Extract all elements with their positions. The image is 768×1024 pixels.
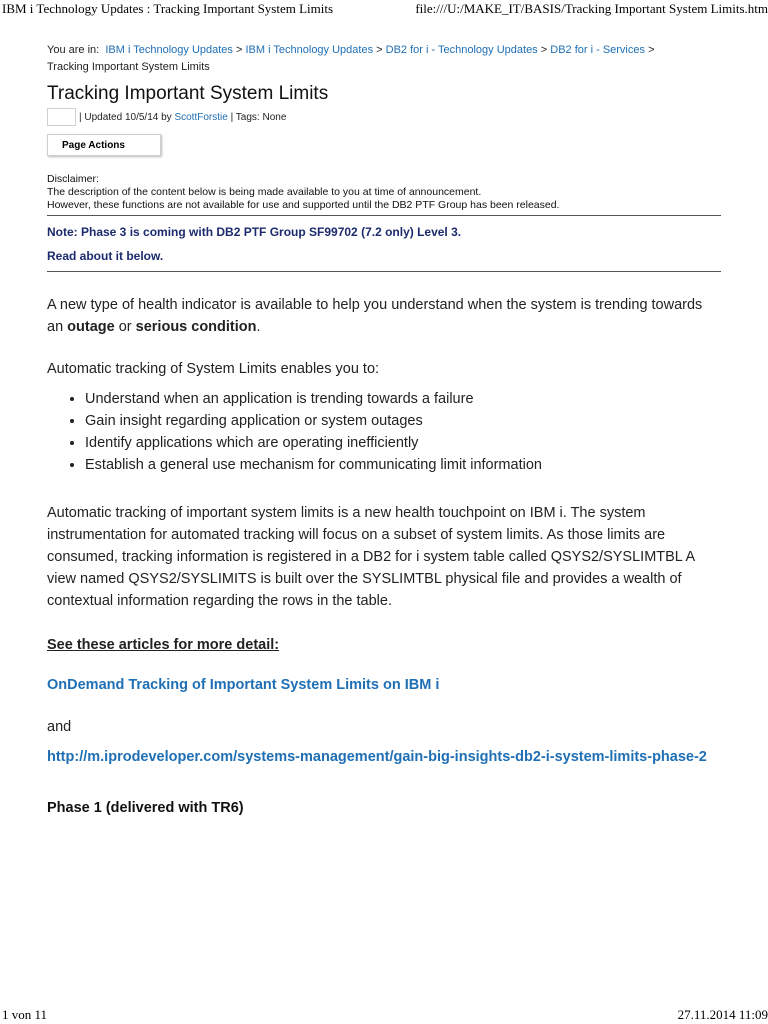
note-line-1: Note: Phase 3 is coming with DB2 PTF Group SF99702 (7.2 only) Level 3. <box>47 225 462 239</box>
article-link-ondemand[interactable]: OnDemand Tracking of Important System Limits on IBM i <box>47 677 440 693</box>
tracking-intro: Automatic tracking of System Limits enables you to: <box>47 361 380 377</box>
disclaimer-line-1: The description of the content below is being made available to you at time of announcement. <box>47 186 482 198</box>
divider-top <box>47 215 721 216</box>
breadcrumb <box>47 42 721 76</box>
print-header-title: IBM i Technology Updates : Tracking Important System Limits <box>2 1 334 16</box>
intro-outage: outage <box>67 319 115 335</box>
list-item: • Understand when an application is trending towards a failure <box>85 388 721 410</box>
breadcrumb-link-1[interactable]: IBM i Technology Updates <box>105 44 233 56</box>
breadcrumb-link-3[interactable]: DB2 for i - Technology Updates <box>385 44 538 56</box>
main-paragraph: Automatic tracking of important system limits is a new health touchpoint on IBM i. The system instrumentation for automated tracking will focus on a subset of system limits. As those limits are consumed, tracking information is registered in a DB2 for i system table called QSYS2/SYSLIMTBL A view named QSYS2/SYSLIMITS is built over the SYSLIMTBL physical file and provides a wealth of contextual information regarding the rows in the table. <box>47 505 695 609</box>
print-header <box>0 1 768 17</box>
intro-text: A new type of health indicator is available to help you understand when the system is trending towards an <box>47 297 703 335</box>
breadcrumb-current: Tracking Important System Limits <box>47 61 210 73</box>
and-text: and <box>47 719 72 735</box>
disclaimer <box>47 173 721 212</box>
breadcrumb-separator: > <box>648 44 655 56</box>
breadcrumb-link-4[interactable]: DB2 for i - Services <box>550 44 645 56</box>
page-actions-button[interactable]: Page Actions <box>47 134 161 156</box>
article-link-iprodeveloper[interactable]: http://m.iprodeveloper.com/systems-management/gain-big-insights-db2-i-system-limits-phase-2 <box>47 749 707 765</box>
disclaimer-heading: Disclaimer: <box>47 173 99 185</box>
breadcrumb-separator: > <box>540 44 548 56</box>
note-line-2: Read about it below. <box>47 249 164 263</box>
intro-end: . <box>256 319 261 335</box>
breadcrumb-link-2[interactable]: IBM i Technology Updates <box>245 44 374 56</box>
avatar <box>47 108 76 126</box>
page-title: Tracking Important System Limits <box>47 83 329 104</box>
intro-serious: serious condition <box>135 319 257 335</box>
meta-tags: | Tags: None <box>230 111 287 123</box>
meta-updated: | Updated 10/5/14 by <box>79 111 172 123</box>
breadcrumb-separator: > <box>235 44 243 56</box>
list-item: • Identify applications which are operating inefficiently <box>85 432 721 454</box>
bullet-list <box>47 388 721 476</box>
page-content <box>47 42 721 819</box>
print-timestamp: 27.11.2014 11:09 <box>677 1007 768 1022</box>
list-item: • Gain insight regarding application or system outages <box>85 410 721 432</box>
breadcrumb-prefix: You are in: <box>47 44 100 56</box>
list-item: • Establish a general use mechanism for communicating limit information <box>85 454 721 476</box>
breadcrumb-separator: > <box>376 44 383 56</box>
disclaimer-line-2: However, these functions are not available for use and supported until the DB2 PTF Group has been released. <box>47 199 560 211</box>
print-footer <box>0 1007 768 1023</box>
author-link[interactable]: ScottForstie <box>174 111 228 123</box>
page-meta <box>47 108 721 126</box>
intro-or: or <box>114 319 136 335</box>
phase-1-heading: Phase 1 (delivered with TR6) <box>47 800 244 816</box>
intro-paragraph <box>47 294 721 338</box>
divider-bottom <box>47 271 721 272</box>
page-number: 1 von 11 <box>2 1007 48 1022</box>
print-header-url: file:///U:/MAKE_IT/BASIS/Tracking Important System Limits.htm <box>415 1 768 16</box>
see-articles-heading: See these articles for more detail: <box>47 637 280 653</box>
